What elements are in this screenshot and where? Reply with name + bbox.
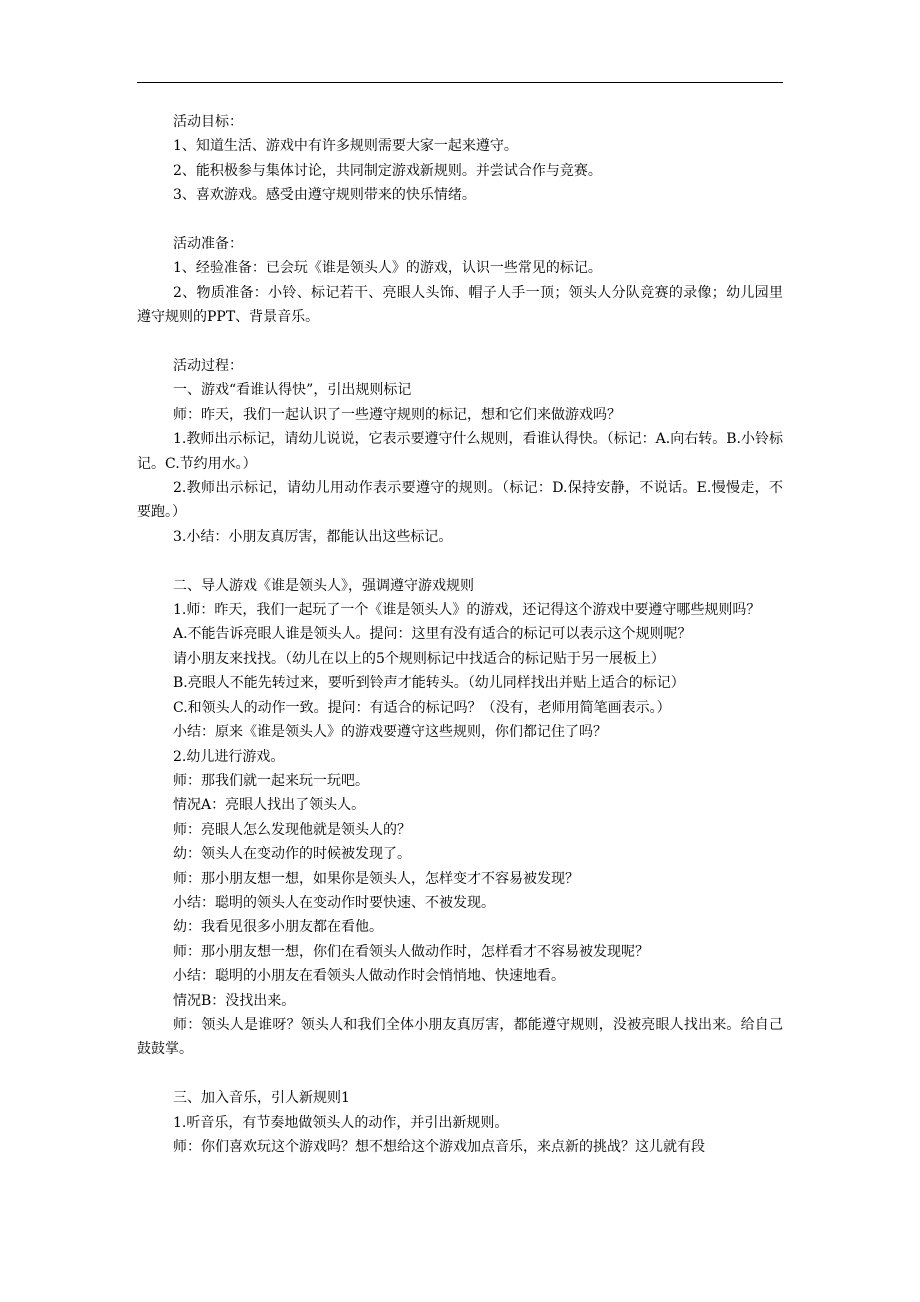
paragraph: 1.听音乐，有节奏地做领头人的动作，并引出新规则。: [173, 1114, 509, 1131]
section-title: 三、加入音乐，引人新规则1: [173, 1090, 350, 1107]
paragraph: 小结：聪明的领头人在变动作时要快速、不被发现。: [173, 894, 495, 911]
process-heading: 活动过程：: [173, 358, 243, 375]
paragraph: 师：那我们就一起来玩一玩吧。: [173, 772, 369, 789]
goals-heading: 活动目标：: [173, 114, 243, 130]
spacer: [137, 1062, 783, 1086]
paragraph: 师：亮眼人怎么发现他就是领头人的？: [173, 821, 411, 838]
paragraph: 师：你们喜欢玩这个游戏吗？想不想给这个游戏加点音乐，来点新的挑战？这儿就有段: [173, 1139, 705, 1155]
paragraph: 幼：我看见很多小朋友都在看他。: [173, 919, 383, 936]
spacer: [137, 330, 783, 354]
paragraph: 情况B：没找出来。: [173, 992, 296, 1009]
paragraph: 1.师：昨天，我们一起玩了一个《谁是领头人》的游戏，还记得这个游戏中要遵守哪些规则吗？: [173, 602, 761, 619]
paragraph: 小结：聪明的小朋友在看领头人做动作时会悄悄地、快速地看。: [173, 968, 565, 985]
paragraph: 幼：领头人在变动作的时候被发现了。: [173, 846, 411, 863]
paragraph: 师：昨天，我们一起认识了一些遵守规则的标记，想和它们来做游戏吗？: [173, 406, 621, 423]
spacer: [137, 208, 783, 232]
paragraph: B.亮眼人不能先转过来，要听到铃声才能转头。（幼儿同样找出并贴上适合的标记）: [173, 675, 685, 692]
paragraph: 师：那小朋友想一想，如果你是领头人，怎样变才不容易被发现？: [173, 870, 579, 887]
paragraph: 1.教师出示标记，请幼儿说说，它表示要遵守什么规则，看谁认得快。（标记：A.向右转。B.小铃标记。C.节约用水。）: [137, 431, 783, 472]
goal-item: 3、喜欢游戏。感受由遵守规则带来的快乐情绪。: [173, 187, 476, 204]
section-title: 二、导人游戏《谁是领头人》，强调遵守游戏规则: [173, 577, 474, 594]
paragraph: 2.幼儿进行游戏。: [173, 748, 285, 765]
goal-item: 1、知道生活、游戏中有许多规则需要大家一起来遵守。: [173, 138, 518, 155]
paragraph: C.和领头人的动作一致。提问：有适合的标记吗？（没有，老师用简笔画表示。）: [173, 699, 671, 716]
paragraph: 师：那小朋友想一想，你们在看领头人做动作时，怎样看才不容易被发现呢？: [173, 943, 649, 960]
goal-item: 2、能积极参与集体讨论，共同制定游戏新规则。并尝试合作与竞赛。: [173, 162, 602, 179]
paragraph: 情况A：亮眼人找出了领头人。: [173, 797, 366, 814]
paragraph: 小结：原来《谁是领头人》的游戏要遵守这些规则，你们都记住了吗？: [173, 724, 607, 741]
paragraph: 2.教师出示标记，请幼儿用动作表示要遵守的规则。（标记：D.保持安静，不说话。E.慢慢走，不要跑。）: [137, 480, 783, 521]
section-title: 一、游戏“看谁认得快”，引出规则标记: [173, 382, 412, 399]
paragraph: A.不能告诉亮眼人谁是领头人。提问：这里有没有适合的标记可以表示这个规则呢？: [173, 626, 692, 643]
prep-item: 2、物质准备：小铃、标记若干、亮眼人头饰、帽子人手一顶；领头人分队竞赛的录像；幼儿园里遵守规则的PPT、背景音乐。: [137, 284, 783, 326]
prep-heading: 活动准备：: [173, 236, 243, 253]
paragraph: 请小朋友来找找。（幼儿在以上的5个规则标记中找适合的标记贴于另一展板上）: [173, 650, 665, 667]
prep-item: 1、经验准备：已会玩《谁是领头人》的游戏，认识一些常见的标记。: [173, 260, 602, 277]
paragraph: 3.小结：小朋友真厉害，都能认出这些标记。: [173, 528, 453, 545]
header-rule: [137, 82, 783, 83]
document-body: [137, 110, 783, 1159]
paragraph: 师：领头人是谁呀？领头人和我们全体小朋友真厉害，都能遵守规则，没被亮眼人找出来。给自己鼓鼓掌。: [137, 1016, 783, 1058]
spacer: [137, 549, 783, 573]
